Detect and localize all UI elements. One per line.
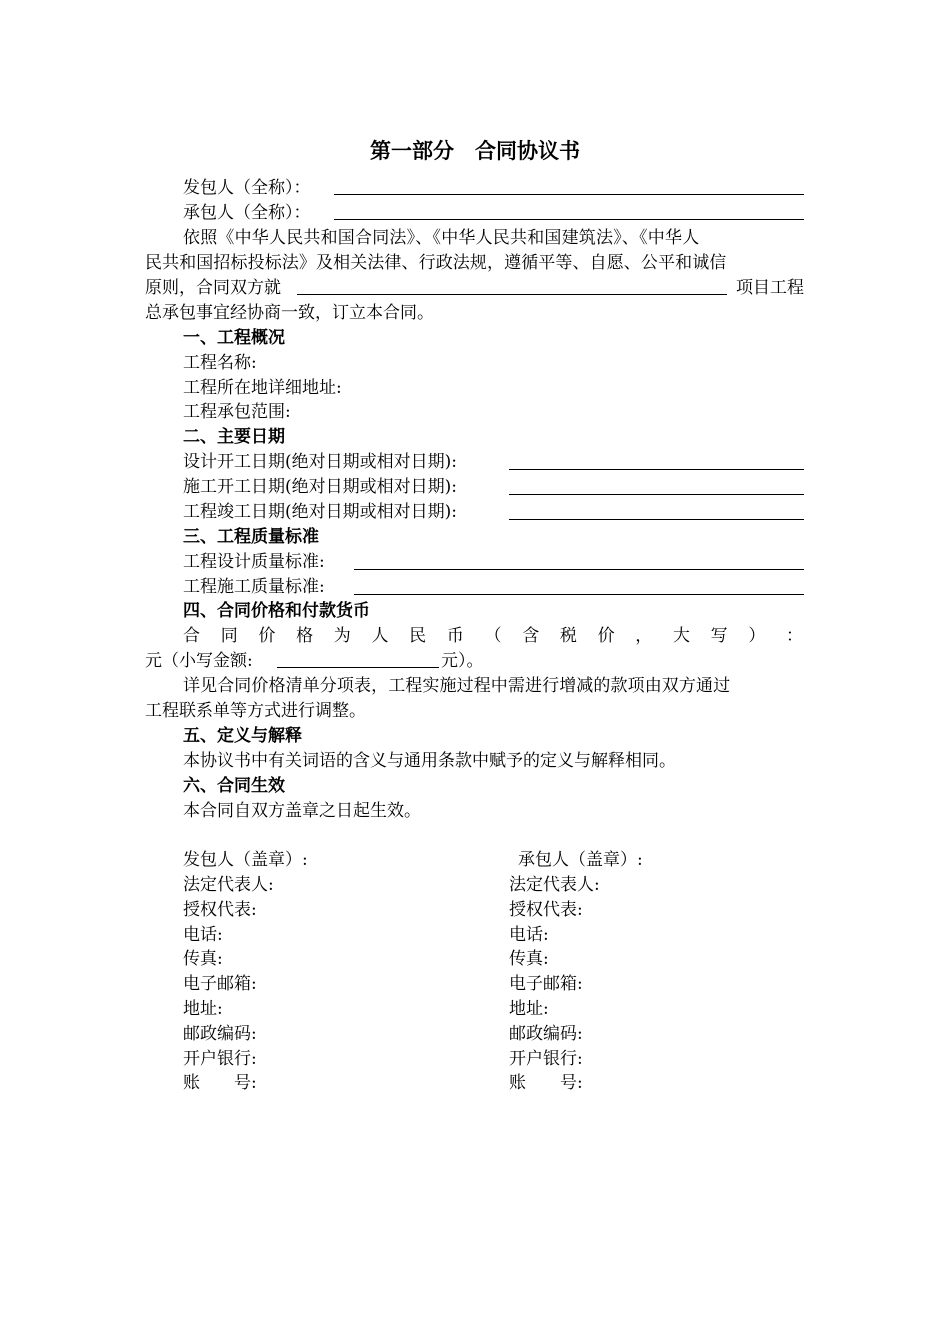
design-quality-label: 工程设计质量标准: [183,552,325,572]
contractor-seal-label: 承包人（盖章）: [518,850,643,870]
section-5-heading: 五、定义与解释 [183,726,302,746]
price-detail-line-1: 详见合同价格清单分项表，工程实施过程中需进行增减的款项由双方通过 [183,676,731,696]
contractor-field-label: 开户银行: [509,1048,583,1069]
employer-field-label: 邮政编码: [183,1023,257,1044]
completion-blank [509,519,804,520]
contractor-field-label: 电话: [509,924,549,945]
contractor-field-label: 邮政编码: [509,1023,583,1044]
price-line-char: 价 [597,626,615,646]
section-1-heading: 一、工程概况 [183,328,285,348]
intro-line-3b: 项目工程 [736,278,804,298]
employer-seal-label: 发包人（盖章）: [183,850,308,870]
project-address-label: 工程所在地详细地址: [183,378,342,398]
price-line-char: （ [484,626,502,646]
price-small-amount-blank [277,667,439,668]
definitions-text: 本协议书中有关词语的含义与通用条款中赋予的定义与解释相同。 [183,751,676,771]
contractor-field-label: 法定代表人: [509,875,600,895]
construction-quality-label: 工程施工质量标准: [183,577,325,597]
intro-line-2: 民共和国招标投标法》及相关法律、行政法规，遵循平等、自愿、公平和诚信 [145,253,727,273]
project-scope-label: 工程承包范围: [183,402,291,422]
price-line-char: ） [748,626,766,646]
construction-start-blank [509,494,804,495]
section-4-heading: 四、合同价格和付款货币 [183,601,370,621]
price-line-char: 币 [446,626,464,646]
employer-field-label: 电话: [183,924,223,945]
price-line-char: 税 [559,626,577,646]
employer-blank [334,194,804,195]
section-3-heading: 三、工程质量标准 [183,527,319,547]
employer-field-label: 法定代表人: [183,875,274,895]
construction-start-label: 施工开工日期(绝对日期或相对日期): [183,477,457,497]
price-line-char: 同 [220,626,238,646]
employer-field-label: 地址: [183,999,223,1019]
price-line-char: 合 [183,626,200,646]
contractor-field-label: 授权代表: [509,899,583,920]
construction-quality-blank [354,594,804,595]
price-line-char: 写 [710,626,728,646]
price-line-2b: 元）。 [441,651,484,671]
contractor-field-label: 账 号: [509,1073,583,1094]
price-line-char: 民 [409,626,427,646]
design-start-label: 设计开工日期(绝对日期或相对日期): [183,452,457,472]
price-line-1 [183,624,803,648]
price-line-char: 人 [371,626,389,646]
effectiveness-text: 本合同自双方盖章之日起生效。 [183,801,421,821]
employer-field-label: 授权代表: [183,899,257,920]
price-line-char: 含 [522,626,540,646]
price-line-2a: 元（小写金额: [145,651,253,671]
section-2-heading: 二、主要日期 [183,427,285,447]
contractor-field-label: 地址: [509,999,549,1019]
contractor-field-label: 传真: [509,949,549,970]
price-line-char: ： [786,626,803,646]
employer-field-label: 传真: [183,949,223,970]
intro-line-4: 总承包事宜经协商一致，订立本合同。 [145,303,434,323]
section-6-heading: 六、合同生效 [183,776,285,796]
employer-field-label: 电子邮箱: [183,974,257,995]
contractor-label: 承包人（全称）： [183,203,311,223]
project-name-blank [297,294,727,295]
intro-line-3a: 原则，合同双方就 [145,278,281,298]
employer-field-label: 开户银行: [183,1048,257,1069]
page-title: 第一部分 合同协议书 [370,139,580,163]
price-line-char: 为 [333,626,351,646]
intro-line-1: 依照《中华人民共和国合同法》、《中华人民共和国建筑法》、《中华人 [183,228,700,248]
contractor-field-label: 电子邮箱: [509,974,583,995]
price-line-char: 大 [672,626,690,646]
price-line-char: 格 [296,626,314,646]
employer-field-label: 账 号: [183,1073,257,1094]
contractor-blank [334,219,804,220]
price-line-char: 价 [258,626,276,646]
price-line-char: ， [635,626,653,646]
design-quality-blank [354,569,804,570]
employer-label: 发包人（全称）： [183,178,311,198]
design-start-blank [509,469,804,470]
price-detail-line-2: 工程联系单等方式进行调整。 [145,701,366,721]
completion-label: 工程竣工日期(绝对日期或相对日期): [183,502,457,522]
project-name-label: 工程名称: [183,353,257,373]
